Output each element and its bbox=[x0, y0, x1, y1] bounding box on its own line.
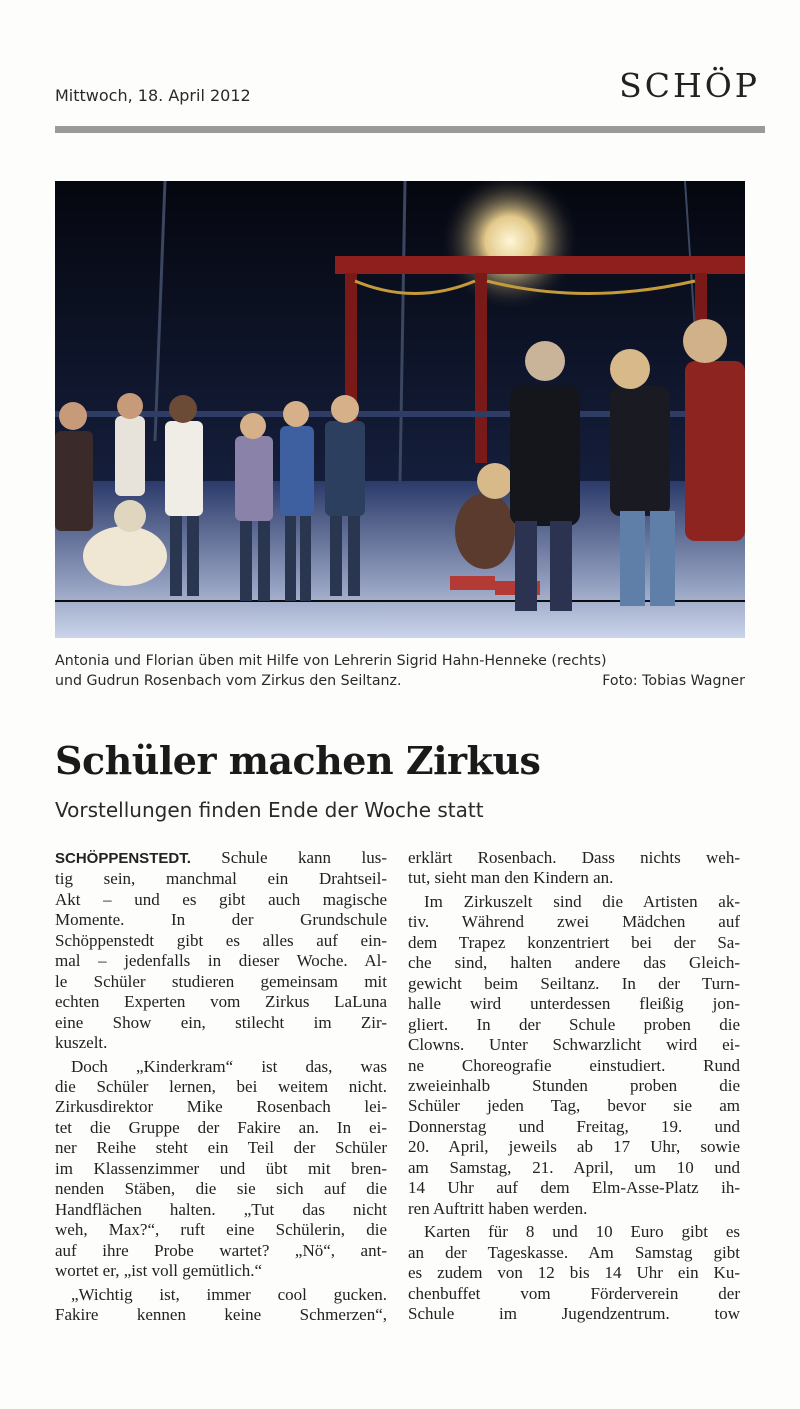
article-headline: Schüler machen Zirkus bbox=[55, 738, 541, 783]
text-line: SCHÖPPENSTEDT. Schule kann lus- bbox=[55, 848, 387, 867]
text-line: Donnerstag und Freitag, 19. und bbox=[408, 1116, 740, 1136]
text-line: halle wird unterdessen fleißig jon- bbox=[408, 994, 740, 1014]
text-line: 20. April, jeweils ab 17 Uhr, sowie bbox=[408, 1137, 740, 1157]
text-line: am Samstag, 21. April, um 10 und bbox=[408, 1157, 740, 1177]
text-line: Schöppenstedt gibt es alles auf ein- bbox=[55, 930, 387, 950]
caption-line-1: Antonia und Florian üben mit Hilfe von Lehrerin Sigrid Hahn-Henneke (rechts) bbox=[55, 653, 607, 669]
text-line: Karten für 8 und 10 Euro gibt es bbox=[424, 1222, 740, 1242]
text-line: erklärt Rosenbach. Dass nichts weh- bbox=[408, 848, 740, 867]
photo-credit: Foto: Tobias Wagner bbox=[602, 673, 745, 689]
text-line: kuszelt. bbox=[55, 1033, 108, 1053]
paragraph bbox=[55, 1285, 387, 1326]
text-line: dem Trapez konzentriert bei der Sa- bbox=[408, 932, 740, 952]
caption-line-2 bbox=[55, 671, 745, 691]
text-line: Handflächen halten. „Tut das nicht bbox=[55, 1199, 387, 1219]
text-line: mal – jedenfalls in dieser Woche. Al- bbox=[55, 951, 387, 971]
text-line: echten Experten vom Zirkus LaLuna bbox=[55, 992, 387, 1012]
paragraph bbox=[408, 1222, 740, 1324]
text-line: die Schüler lernen, bei weitem nicht. bbox=[55, 1076, 387, 1096]
text-line: che sind, halten andere das Gleich- bbox=[408, 953, 740, 973]
text-line: zweieinhalb Stunden proben die bbox=[408, 1075, 740, 1095]
text-line: auf ihre Probe wartet? „Nö“, ant- bbox=[55, 1240, 387, 1260]
text-line: le Schüler studieren gemeinsam mit bbox=[55, 971, 387, 991]
paragraph bbox=[408, 848, 740, 889]
text-line: Zirkusdirektor Mike Rosenbach lei- bbox=[55, 1097, 387, 1117]
header-rule bbox=[55, 126, 765, 133]
circus-photo-icon bbox=[55, 181, 745, 638]
text-line: an der Tageskasse. Am Samstag gibt bbox=[408, 1242, 740, 1262]
text-line: Akt – und es gibt auch magische bbox=[55, 889, 387, 909]
text-line: tut, sieht man den Kindern an. bbox=[408, 868, 614, 888]
text-line: gliert. In der Schule proben die bbox=[408, 1014, 740, 1034]
text-line: Schule im Jugendzentrum. tow bbox=[408, 1303, 740, 1323]
text-line: „Wichtig ist, immer cool gucken. bbox=[71, 1284, 387, 1304]
caption-line-2-text: und Gudrun Rosenbach vom Zirkus den Seiltanz. bbox=[55, 673, 402, 689]
article-column-right bbox=[408, 848, 740, 1324]
text-line: weh, Max?“, ruft eine Schülerin, die bbox=[55, 1220, 387, 1240]
text-line: Im Zirkuszelt sind die Artisten ak- bbox=[424, 891, 740, 911]
text-line: tig sein, manchmal ein Drahtseil- bbox=[55, 869, 387, 889]
text-line: nenden Stäben, die sie sich auf die bbox=[55, 1179, 387, 1199]
section-title: SCHÖP bbox=[619, 66, 760, 105]
text-line: Fakire kennen keine Schmerzen“, bbox=[55, 1304, 387, 1324]
text-line: tet die Gruppe der Fakire an. In ei- bbox=[55, 1117, 387, 1137]
text-line: Doch „Kinderkram“ ist das, was bbox=[71, 1056, 387, 1076]
article-photo bbox=[55, 181, 745, 638]
paragraph bbox=[55, 1057, 387, 1282]
photo-caption bbox=[55, 651, 745, 691]
text-line: wortet er, „ist voll gemütlich.“ bbox=[55, 1261, 263, 1281]
text-line: tiv. Während zwei Mädchen auf bbox=[408, 912, 740, 932]
text-line: es zudem von 12 bis 14 Uhr ein Ku- bbox=[408, 1263, 740, 1283]
dateline: SCHÖPPENSTEDT. bbox=[55, 850, 191, 867]
text-line: Schüler jeden Tag, bevor sie am bbox=[408, 1096, 740, 1116]
text-line: Clowns. Unter Schwarzlicht wird ei- bbox=[408, 1035, 740, 1055]
text-line: Momente. In der Grundschule bbox=[55, 910, 387, 930]
text-line: im Klassenzimmer und übt mit bren- bbox=[55, 1158, 387, 1178]
issue-date: Mittwoch, 18. April 2012 bbox=[55, 86, 251, 105]
text-line: gewicht beim Seiltanz. In der Turn- bbox=[408, 973, 740, 993]
text-line: 14 Uhr auf dem Elm-Asse-Platz ih- bbox=[408, 1178, 740, 1198]
article-subhead: Vorstellungen finden Ende der Woche statt bbox=[55, 798, 484, 822]
text-line: ner Reihe steht ein Teil der Schüler bbox=[55, 1138, 387, 1158]
text-line: ne Choreografie einstudiert. Rund bbox=[408, 1055, 740, 1075]
text-line: eine Show ein, stilecht im Zir- bbox=[55, 1012, 387, 1032]
text-line: chenbuffet vom Förderverein der bbox=[408, 1283, 740, 1303]
article-column-left bbox=[55, 848, 387, 1325]
paragraph bbox=[408, 892, 740, 1219]
paragraph bbox=[55, 848, 387, 1054]
text-line: ren Auftritt haben werden. bbox=[408, 1198, 588, 1218]
